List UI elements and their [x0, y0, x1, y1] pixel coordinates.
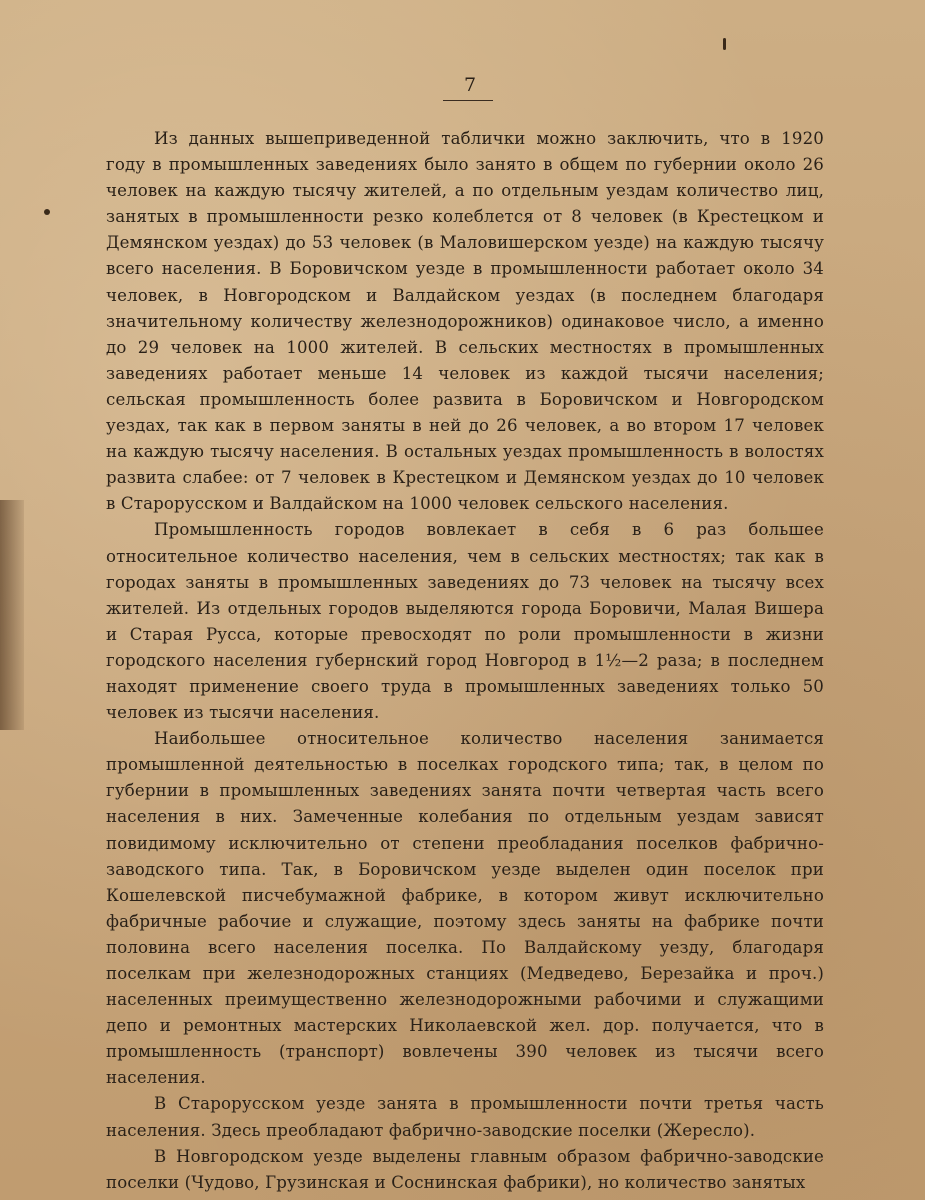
- ink-speck: [723, 38, 726, 50]
- body-text: [106, 126, 824, 1196]
- ink-speck: [44, 209, 50, 215]
- paragraph-2: Промышленность городов вовлекает в себя в 6 раз большее относительное количество населения, чем в сельских местностях; так как в городах заняты в промышленных заведениях до 73 человек на тысячу всех жителей. Из отдельных городов выделяются города Боровичи, Малая Вишера и Старая Русса, которые превосходят по роли промышленности в жизни городского населения губернский город Новгород в 1½—2 раза; в последнем находят применение своего труда в промышленных заведениях только 50 человек из тысячи населения.: [106, 520, 824, 723]
- paragraph-5: В Новгородском уезде выделены главным образом фабрично-заводские поселки (Чудово, Грузинская и Соснинская фабрики), но количество занятых: [106, 1146, 824, 1192]
- paragraph-1: Из данных вышеприведенной таблички можно заключить, что в 1920 году в промышленных заведениях было занято в общем по губернии около 26 человек на каждую тысячу жителей, а по отдельным уездам количество лиц, занятых в промышленности резко колеблется от 8 человек (в Крестецком и Демянском уездах) до 53 человек (в Маловишерском уезде) на каждую тысячу всего населения. В Боровичском уезде в промышленности работает около 34 человек, в Новгородском и Валдайском уездах (в последнем благодаря значительному количеству железнодорожников) одинаковое число, а именно до 29 человек на 1000 жителей. В сельских местностях в промышленных заведениях работает меньше 14 человек из каждой тысячи населения; сельская промышленность более развита в Боровичском и Новгородском уездах, так как в первом заняты в ней до 26 человек, а во втором 17 человек на каждую тысячу населения. В остальных уездах промышленность в волостях развита слабее: от 7 человек в Крестецком и Демянском уездах до 10 человек в Старорусском и Валдайском на 1000 человек сельского населения.: [106, 129, 824, 514]
- page-number-rule: [443, 100, 493, 101]
- paragraph-3: Наибольшее относительное количество населения занимается промышленной деятельностью в поселках городского типа; так, в целом по губернии в промышленных заведениях занята почти четвертая часть всего населения в них. Замеченные колебания по отдельным уездам зависят повидимому исключительно от степени преобладания поселков фабрично-заводского типа. Так, в Боровичском уезде выделен один поселок при Кошелевской писчебумажной фабрике, в котором живут исключительно фабричные рабочие и служащие, поэтому здесь заняты на фабрике почти половина всего населения поселка. По Валдайскому уезду, благодаря поселкам при железнодорожных станциях (Медведево, Березайка и проч.) населенных преимущественно железнодорожными рабочими и служащими депо и ремонтных мастерских Николаевской жел. дор. получается, что в промышленность (транспорт) вовлечены 390 человек из тысячи всего населения.: [106, 729, 824, 1088]
- page-number: 7: [463, 74, 477, 96]
- page-fold-shadow: [0, 500, 24, 730]
- paragraph-4: В Старорусском уезде занята в промышленности почти третья часть населения. Здесь преобладают фабрично-заводские поселки (Жересло).: [106, 1094, 824, 1140]
